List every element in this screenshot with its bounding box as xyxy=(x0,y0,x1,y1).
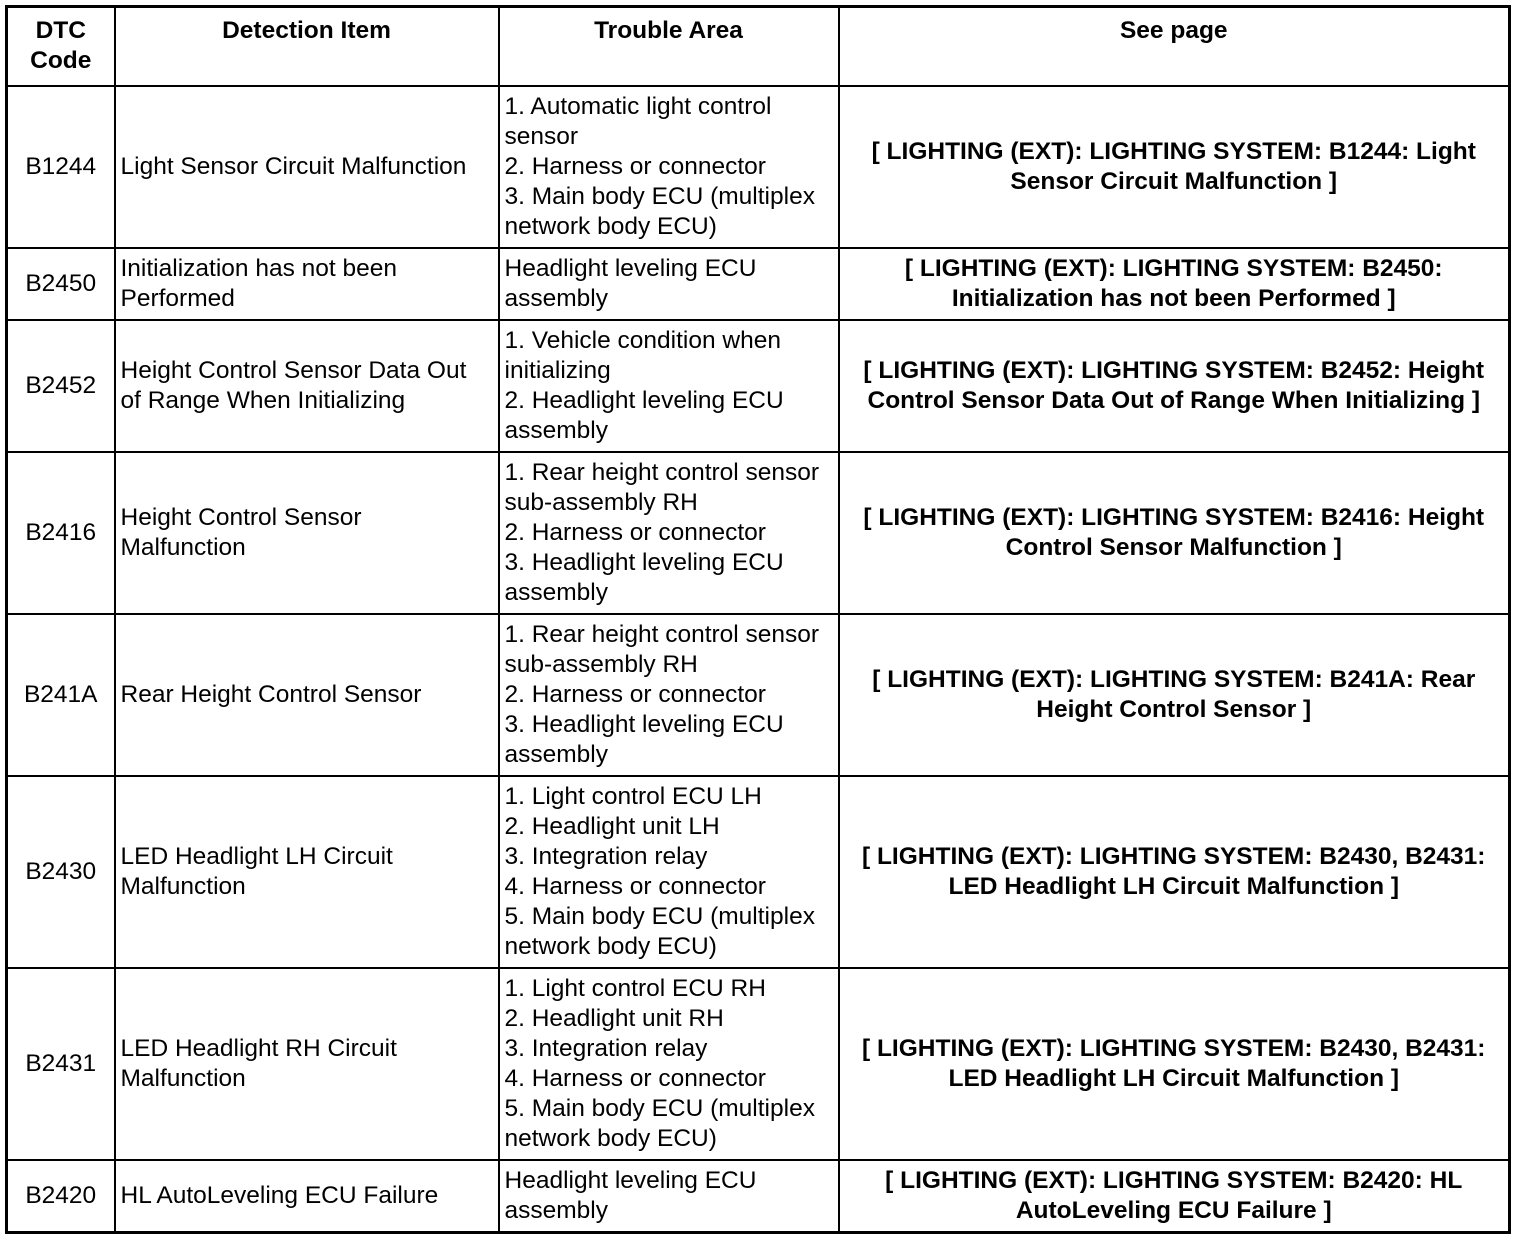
trouble-area-cell xyxy=(499,614,839,776)
trouble-area-line: 1. Rear height control sensor sub-assembly RH xyxy=(504,621,820,678)
dtc-code-cell: B2450 xyxy=(7,248,115,320)
table-row xyxy=(7,776,1510,968)
detection-item-cell: Light Sensor Circuit Malfunction xyxy=(115,86,499,248)
trouble-area-line: 2. Harness or connector xyxy=(504,519,766,546)
dtc-code-cell: B2430 xyxy=(7,776,115,968)
dtc-code-cell: B2431 xyxy=(7,968,115,1160)
header-trouble-area: Trouble Area xyxy=(499,7,839,87)
trouble-area-line: 4. Harness or connector xyxy=(504,1065,766,1092)
see-page-link[interactable]: [ LIGHTING (EXT): LIGHTING SYSTEM: B2450: Initialization has not been Performed ] xyxy=(839,248,1510,320)
trouble-area-line: 5. Main body ECU (multiplex network body ECU) xyxy=(504,1095,815,1152)
trouble-area-cell xyxy=(499,86,839,248)
trouble-area-line: 2. Headlight unit RH xyxy=(504,1005,724,1032)
trouble-area-line: 3. Headlight leveling ECU assembly xyxy=(504,711,784,768)
detection-item-cell: Rear Height Control Sensor xyxy=(115,614,499,776)
detection-item-cell: LED Headlight LH Circuit Malfunction xyxy=(115,776,499,968)
see-page-link[interactable]: [ LIGHTING (EXT): LIGHTING SYSTEM: B241A: Rear Height Control Sensor ] xyxy=(839,614,1510,776)
table-row xyxy=(7,248,1510,320)
table-row xyxy=(7,452,1510,614)
table-row xyxy=(7,614,1510,776)
detection-item-cell: HL AutoLeveling ECU Failure xyxy=(115,1160,499,1233)
trouble-area-line: 4. Harness or connector xyxy=(504,873,766,900)
trouble-area-line: 5. Main body ECU (multiplex network body ECU) xyxy=(504,903,815,960)
dtc-code-cell: B1244 xyxy=(7,86,115,248)
trouble-area-line: 3. Integration relay xyxy=(504,1035,708,1062)
trouble-area-line: 1. Rear height control sensor sub-assembly RH xyxy=(504,459,820,516)
detection-item-cell: Height Control Sensor Malfunction xyxy=(115,452,499,614)
dtc-code-cell: B241A xyxy=(7,614,115,776)
trouble-area-line: 1. Automatic light control sensor xyxy=(504,93,772,150)
trouble-area-line: 3. Headlight leveling ECU assembly xyxy=(504,549,784,606)
trouble-area-line: 1. Vehicle condition when initializing xyxy=(504,327,781,384)
see-page-link[interactable]: [ LIGHTING (EXT): LIGHTING SYSTEM: B2452: Height Control Sensor Data Out of Range When Initializing ] xyxy=(839,320,1510,452)
trouble-area-line: Headlight leveling ECU assembly xyxy=(504,255,757,312)
table-row xyxy=(7,968,1510,1160)
trouble-area-line: 2. Headlight unit LH xyxy=(504,813,720,840)
table-row xyxy=(7,86,1510,248)
table-body xyxy=(7,86,1510,1233)
table-row xyxy=(7,320,1510,452)
see-page-link[interactable]: [ LIGHTING (EXT): LIGHTING SYSTEM: B1244: Light Sensor Circuit Malfunction ] xyxy=(839,86,1510,248)
see-page-link[interactable]: [ LIGHTING (EXT): LIGHTING SYSTEM: B2430, B2431: LED Headlight LH Circuit Malfunction ] xyxy=(839,968,1510,1160)
dtc-code-cell: B2420 xyxy=(7,1160,115,1233)
trouble-area-cell xyxy=(499,776,839,968)
detection-item-cell: LED Headlight RH Circuit Malfunction xyxy=(115,968,499,1160)
see-page-link[interactable]: [ LIGHTING (EXT): LIGHTING SYSTEM: B2430, B2431: LED Headlight LH Circuit Malfunction ] xyxy=(839,776,1510,968)
header-see-page: See page xyxy=(839,7,1510,87)
header-row xyxy=(7,7,1510,87)
dtc-table xyxy=(5,5,1511,1234)
trouble-area-cell xyxy=(499,320,839,452)
header-dtc-code: DTC Code xyxy=(7,7,115,87)
header-detection-item: Detection Item xyxy=(115,7,499,87)
trouble-area-line: 1. Light control ECU RH xyxy=(504,975,766,1002)
trouble-area-cell xyxy=(499,248,839,320)
trouble-area-cell xyxy=(499,968,839,1160)
trouble-area-line: 2. Harness or connector xyxy=(504,153,766,180)
table-row xyxy=(7,1160,1510,1233)
dtc-code-cell: B2452 xyxy=(7,320,115,452)
trouble-area-line: 3. Integration relay xyxy=(504,843,708,870)
trouble-area-line: Headlight leveling ECU assembly xyxy=(504,1167,757,1224)
trouble-area-line: 1. Light control ECU LH xyxy=(504,783,762,810)
trouble-area-cell xyxy=(499,452,839,614)
trouble-area-line: 3. Main body ECU (multiplex network body ECU) xyxy=(504,183,815,240)
detection-item-cell: Initialization has not been Performed xyxy=(115,248,499,320)
dtc-code-cell: B2416 xyxy=(7,452,115,614)
trouble-area-line: 2. Headlight leveling ECU assembly xyxy=(504,387,784,444)
trouble-area-line: 2. Harness or connector xyxy=(504,681,766,708)
detection-item-cell: Height Control Sensor Data Out of Range When Initializing xyxy=(115,320,499,452)
see-page-link[interactable]: [ LIGHTING (EXT): LIGHTING SYSTEM: B2416: Height Control Sensor Malfunction ] xyxy=(839,452,1510,614)
trouble-area-cell xyxy=(499,1160,839,1233)
see-page-link[interactable]: [ LIGHTING (EXT): LIGHTING SYSTEM: B2420: HL AutoLeveling ECU Failure ] xyxy=(839,1160,1510,1233)
